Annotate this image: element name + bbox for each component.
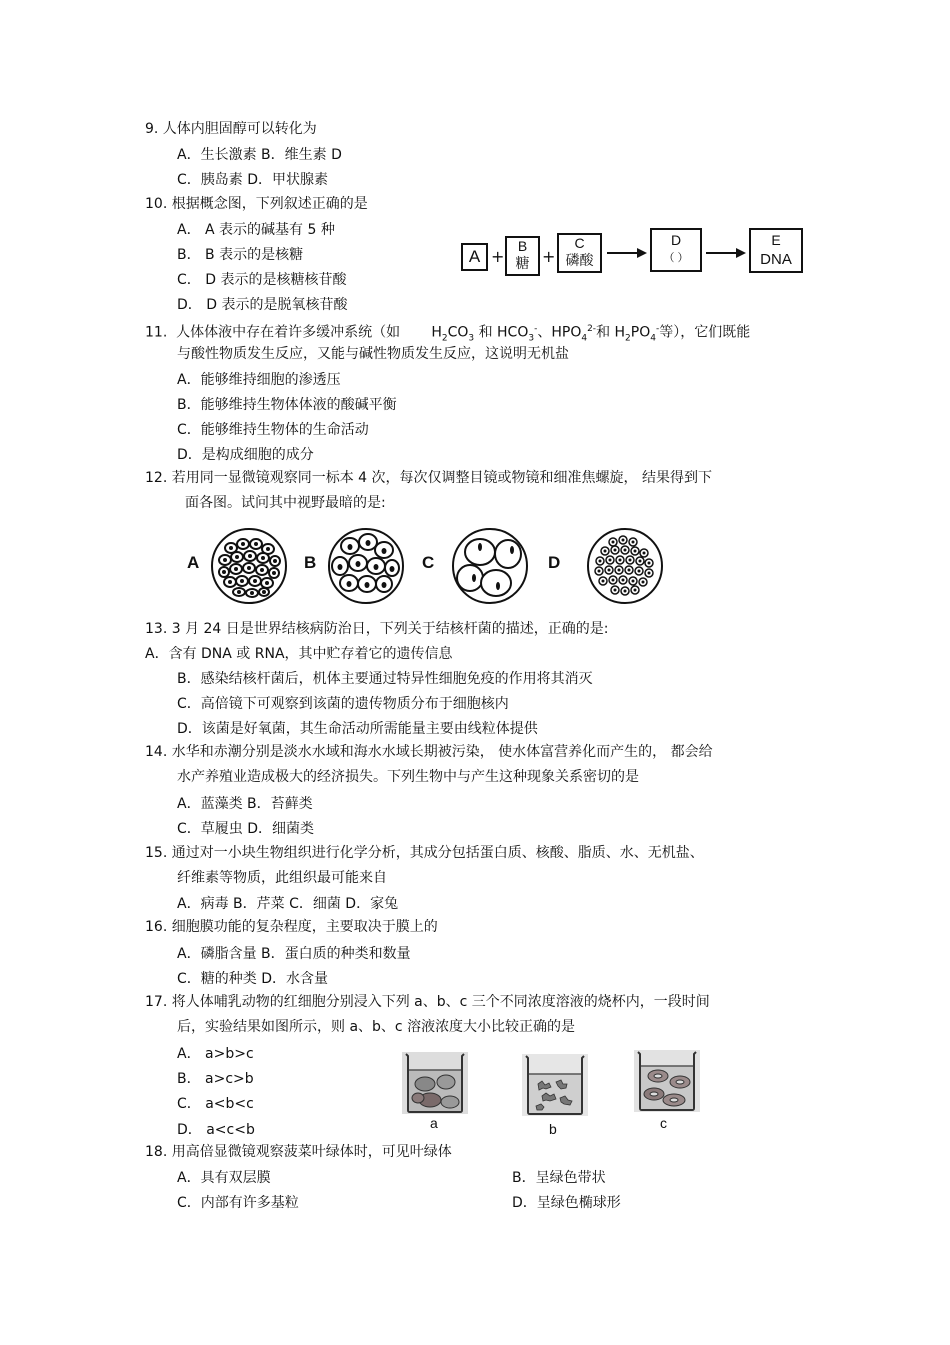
beaker-a (400, 1050, 470, 1116)
microscope-label-c: C (422, 553, 435, 572)
q11-option-d: D．是构成细胞的成分 (177, 447, 314, 463)
arrow-icon (607, 246, 647, 260)
microscope-view-c (450, 526, 530, 606)
microscope-view-d (585, 526, 665, 606)
q9-stem: 9. 人体内胆固醇可以转化为 (145, 121, 317, 137)
q12-stem-line1: 12. 若用同一显微镜观察同一标本 4 次，每次仅调整目镜或物镜和细准焦螺旋， 结果得到下 (145, 470, 712, 486)
q16-options-row2: C．糖的种类 D．水含量 (177, 971, 329, 987)
beaker-label-c: c (660, 1115, 667, 1131)
q15-options: A．病毒 B．芹菜 C．细菌 D．家兔 (177, 896, 399, 912)
q17-option-b: B． a>c>b (177, 1071, 254, 1087)
diagram-box-e: E DNA (749, 228, 803, 273)
beaker-label-a: a (430, 1115, 438, 1131)
q17-option-c: C． a<b<c (177, 1096, 254, 1112)
q17-stem-line2: 后，实验结果如图所示，则 a、b、c 溶液浓度大小比较正确的是 (177, 1019, 576, 1035)
q11-stem-line1: 11. 人体体液中存在着许多缓冲系统（如 $H_2CO_3$ 和 $HCO_3^-$、$HPO_4^{2-}$和 $H_2PO_4^-$等），它们既能 (145, 324, 751, 344)
q11-option-c: C．能够维持生物体的生命活动 (177, 422, 369, 438)
diagram-box-d: D （ ） (650, 228, 702, 272)
q14-options-row2: C．草履虫 D．细菌类 (177, 821, 315, 837)
q13-option-d: D．该菌是好氧菌，其生命活动所需能量主要由线粒体提供 (177, 721, 538, 737)
plus-sign: + (542, 247, 556, 266)
q14-options-row1: A．蓝藻类 B．苔藓类 (177, 796, 313, 812)
q11-option-a: A．能够维持细胞的渗透压 (177, 372, 341, 388)
q10-option-d: D． D 表示的是脱氧核苷酸 (177, 297, 348, 313)
q14-stem-line1: 14. 水华和赤潮分别是淡水水域和海水水域长期被污染， 使水体富营养化而产生的， 都会给 (145, 744, 713, 760)
q13-option-a: A．含有 DNA 或 RNA，其中贮存着它的遗传信息 (145, 646, 453, 662)
diagram-box-c: C 磷酸 (557, 233, 602, 273)
q16-stem: 16. 细胞膜功能的复杂程度，主要取决于膜上的 (145, 919, 438, 935)
q15-stem-line2: 纤维素等物质，此组织最可能来自 (177, 870, 387, 886)
q18-option-d: D．呈绿色椭球形 (512, 1195, 621, 1211)
q18-option-b: B．呈绿色带状 (512, 1170, 606, 1186)
diagram-box-b: B 糖 (505, 236, 540, 276)
q14-stem-line2: 水产养殖业造成极大的经济损失。下列生物中与产生这种现象关系密切的是 (177, 769, 639, 785)
microscope-label-b: B (304, 553, 317, 572)
beaker-label-b: b (549, 1121, 557, 1137)
plus-sign: + (491, 247, 505, 266)
beaker-c (632, 1048, 702, 1114)
q9-options-row1: A．生长激素 B．维生素 D (177, 147, 342, 163)
q18-option-c: C．内部有许多基粒 (177, 1195, 299, 1211)
q17-stem-line1: 17. 将人体哺乳动物的红细胞分别浸入下列 a、b、c 三个不同浓度溶液的烧杯内，一段时间 (145, 994, 710, 1010)
q11-option-b: B．能够维持生物体体液的酸碱平衡 (177, 397, 397, 413)
q10-option-c: C． D 表示的是核糖核苷酸 (177, 272, 347, 288)
diagram-box-a: A (461, 243, 488, 271)
q13-option-c: C．高倍镜下可观察到该菌的遗传物质分布于细胞核内 (177, 696, 509, 712)
beaker-b (520, 1052, 590, 1118)
microscope-label-d: D (548, 553, 561, 572)
q13-stem: 13. 3 月 24 日是世界结核病防治日，下列关于结核杆菌的描述，正确的是: (145, 621, 609, 637)
q16-options-row1: A．磷脂含量 B．蛋白质的种类和数量 (177, 946, 411, 962)
q18-stem: 18. 用高倍显微镜观察菠菜叶绿体时，可见叶绿体 (145, 1144, 452, 1160)
microscope-view-b (326, 526, 406, 606)
q11-stem-line2: 与酸性物质发生反应，又能与碱性物质发生反应，这说明无机盐 (177, 346, 569, 362)
q17-option-d: D． a<c<b (177, 1122, 255, 1138)
q10-stem: 10. 根据概念图，下列叙述正确的是 (145, 196, 368, 212)
q10-option-a: A． A 表示的碱基有 5 种 (177, 222, 335, 238)
q9-options-row2: C．胰岛素 D．甲状腺素 (177, 172, 329, 188)
q17-option-a: A． a>b>c (177, 1046, 254, 1062)
q10-option-b: B． B 表示的是核糖 (177, 247, 304, 263)
q18-option-a: A．具有双层膜 (177, 1170, 271, 1186)
q13-option-b: B．感染结核杆菌后，机体主要通过特异性细胞免疫的作用将其消灭 (177, 671, 593, 687)
q12-stem-line2: 面各图。试问其中视野最暗的是: (185, 495, 386, 511)
microscope-view-a (209, 526, 289, 606)
q15-stem-line1: 15. 通过对一小块生物组织进行化学分析，其成分包括蛋白质、核酸、脂质、水、无机盐、 (145, 845, 704, 861)
arrow-icon (706, 246, 746, 260)
microscope-label-a: A (187, 553, 200, 572)
